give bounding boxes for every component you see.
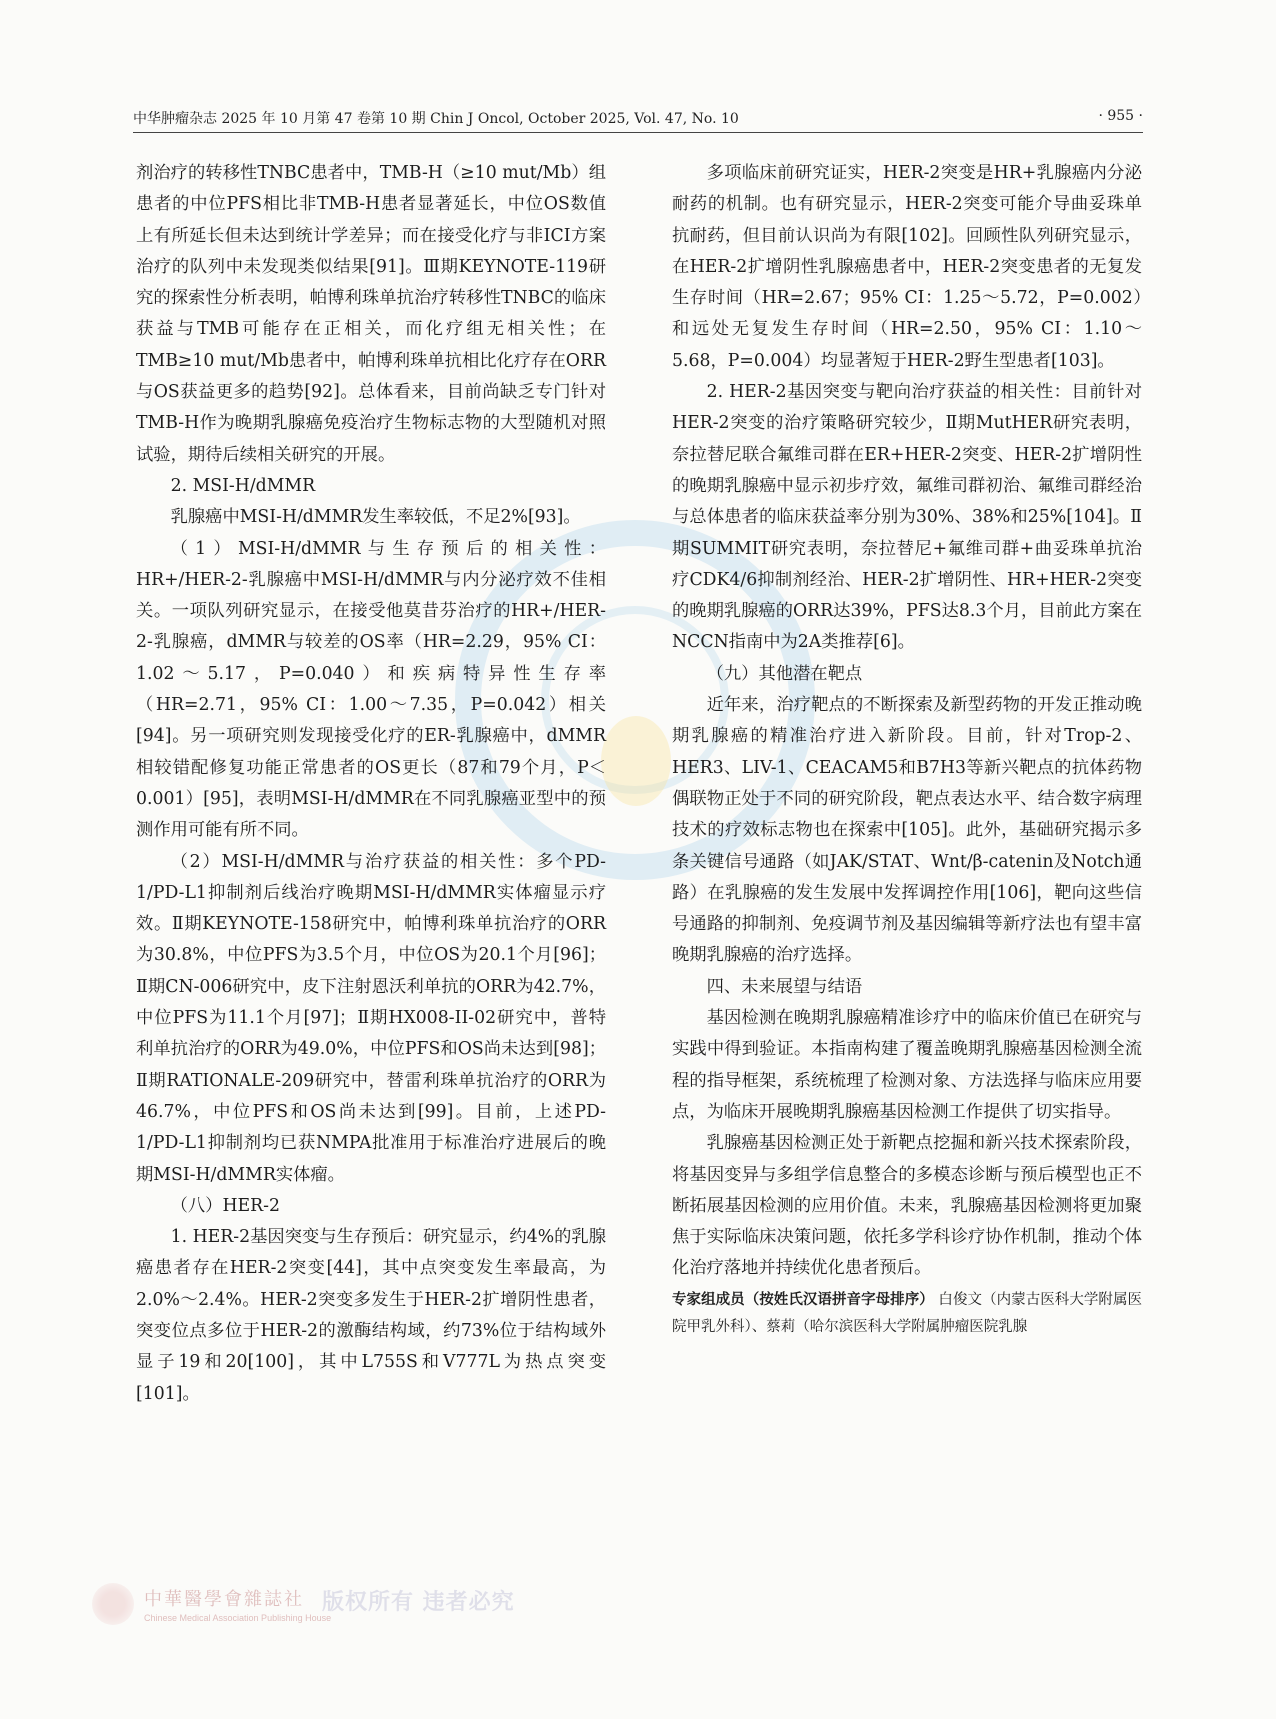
paragraph: 近年来，治疗靶点的不断探索及新型药物的开发正推动晚期乳腺癌的精准治疗进入新阶段。目前，针对Trop-2、HER3、LIV-1、CEACAM5和B7H3等新兴靶点的抗体药物偶联物正处于不同的研究阶段，靶点表达水平、结合数字病理技术的疗效标志物也在探索中[105]。此外，基础研究揭示多条关键信号通路（如JAK/STAT、Wnt/β-catenin及Notch通路）在乳腺癌的发生发展中发挥调控作用[106]，靶向这些信号通路的抑制剂、免疫调节剂及基因编辑等新疗法也有望丰富晚期乳腺癌的治疗选择。 <box>672 695 1142 966</box>
publisher-logo <box>92 1583 532 1631</box>
paragraph: 剂治疗的转移性TNBC患者中，TMB-H（≥10 mut/Mb）组患者的中位PFS相比非TMB-H患者显著延长，中位OS数值上有所延长但未达到统计学差异；而在接受化疗与非ICI方案治疗的队列中未发现类似结果[91]。Ⅲ期KEYNOTE-119研究的探索性分析表明，帕博利珠单抗治疗转移性TNBC的临床获益与TMB可能存在正相关，而化疗组无相关性；在TMB≥10 mut/Mb患者中，帕博利珠单抗相比化疗存在ORR与OS获益更多的趋势[92]。总体看来，目前尚缺乏专门针对TMB-H作为晚期乳腺癌免疫治疗生物标志物的大型随机对照试验，期待后续相关研究的开展。 <box>136 163 606 465</box>
publisher-name: 中華醫學會雜誌社 <box>144 1589 304 1610</box>
journal-citation: 中华肿瘤杂志 2025 年 10 月第 47 卷第 10 期 Chin J Oncol, October 2025, Vol. 47, No. 10 <box>133 111 739 127</box>
page-number: · 955 · <box>1098 108 1143 124</box>
paragraph: 乳腺癌基因检测正处于新靶点挖掘和新兴技术探索阶段，将基因变异与多组学信息整合的多模态诊断与预后模型也正不断拓展基因检测的应用价值。未来，乳腺癌基因检测将更加聚焦于实际临床决策问题，依托多学科诊疗协作机制，推动个体化治疗落地并持续优化患者预后。 <box>672 1133 1142 1279</box>
expert-list <box>672 1287 1142 1341</box>
paragraph: 基因检测在晚期乳腺癌精准诊疗中的临床价值已在研究与实践中得到验证。本指南构建了覆盖晚期乳腺癌基因检测全流程的指导框架，系统梳理了检测对象、方法选择与临床应用要点，为临床开展晚期乳腺癌基因检测工作提供了切实指导。 <box>672 1008 1142 1122</box>
expert-list-label: 专家组成员（按姓氏汉语拼音字母排序） <box>672 1291 934 1308</box>
left-column <box>136 158 606 1410</box>
paragraph: （1）MSI-H/dMMR与生存预后的相关性：HR+/HER-2-乳腺癌中MSI-H/dMMR与内分泌疗效不佳相关。一项队列研究显示，在接受他莫昔芬治疗的HR+/HER-2-乳腺癌，dMMR与较差的OS率（HR=2.29，95% CI：1.02～5.17，P=0.040）和疾病特异性生存率（HR=2.71，95% CI：1.00～7.35，P=0.042）相关[94]。另一项研究则发现接受化疗的ER-乳腺癌中，dMMR相较错配修复功能正常患者的OS更长（87和79个月，P＜0.001）[95]，表明MSI-H/dMMR在不同乳腺癌亚型中的预测作用可能有所不同。 <box>136 538 606 841</box>
publisher-name-en: Chinese Medical Association Publishing House <box>144 1613 332 1623</box>
expert-list-text: 白俊文（内蒙古医科大学附属医院甲乳外科）、蔡莉（哈尔滨医科大学附属肿瘤医院乳腺 <box>672 1291 1142 1335</box>
section-heading: （九）其他潜在靶点 <box>706 663 863 684</box>
paragraph: （2）MSI-H/dMMR与治疗获益的相关性：多个PD-1/PD-L1抑制剂后线治疗晚期MSI-H/dMMR实体瘤显示疗效。Ⅱ期KEYNOTE-158研究中，帕博利珠单抗治疗的ORR为30.8%，中位PFS为3.5个月，中位OS为20.1个月[96]；Ⅱ期CN-006研究中，皮下注射恩沃利单抗的ORR为42.7%，中位PFS为11.1个月[97]；Ⅱ期HX008-II-02研究中，普特利单抗治疗的ORR为49.0%，中位PFS和OS尚未达到[98]；Ⅱ期RATIONALE-209研究中，替雷利珠单抗治疗的ORR为46.7%，中位PFS和OS尚未达到[99]。目前，上述PD-1/PD-L1抑制剂均已获NMPA批准用于标准治疗进展后的晚期MSI-H/dMMR实体瘤。 <box>136 851 606 1185</box>
running-header <box>133 104 1143 133</box>
section-heading: 2. MSI-H/dMMR <box>170 475 316 496</box>
paragraph: 2. HER-2基因突变与靶向治疗获益的相关性：目前针对HER-2突变的治疗策略研究较少，Ⅱ期MutHER研究表明，奈拉替尼联合氟维司群在ER+HER-2突变、HER-2扩增阴性的晚期乳腺癌中显示初步疗效，氟维司群初治、氟维司群经治与总体患者的临床获益率分别为30%、38%和25%[104]。Ⅱ期SUMMIT研究表明，奈拉替尼+氟维司群+曲妥珠单抗治疗CDK4/6抑制剂经治、HER-2扩增阴性、HR+HER-2突变的晚期乳腺癌的ORR达39%，PFS达8.3个月，目前此方案在NCCN指南中为2A类推荐[6]。 <box>672 382 1142 653</box>
copyright-slogan: 版权所有 违者必究 <box>322 1589 515 1615</box>
section-heading: 四、未来展望与结语 <box>706 976 863 997</box>
right-column <box>672 158 1142 1341</box>
watermark-emblem <box>601 716 671 806</box>
paragraph: 乳腺癌中MSI-H/dMMR发生率较低，不足2%[93]。 <box>170 507 581 528</box>
paragraph: 多项临床前研究证实，HER-2突变是HR+乳腺癌内分泌耐药的机制。也有研究显示，HER-2突变可能介导曲妥珠单抗耐药，但目前认识尚为有限[102]。回顾性队列研究显示，在HER-2扩增阴性乳腺癌患者中，HER-2突变患者的无复发生存时间（HR=2.67；95% CI：1.25～5.72，P=0.002）和远处无复发生存时间（HR=2.50，95% CI：1.10～5.68，P=0.004）均显著短于HER-2野生型患者[103]。 <box>672 163 1142 371</box>
paragraph: 1. HER-2基因突变与生存预后：研究显示，约4%的乳腺癌患者存在HER-2突变[44]，其中点突变发生率最高，为2.0%～2.4%。HER-2突变多发生于HER-2扩增阴性患者，突变位点多位于HER-2的激酶结构域，约73%位于结构域外显子19和20[100]，其中L755S和V777L为热点突变[101]。 <box>136 1227 606 1404</box>
publisher-seal-icon <box>92 1583 134 1625</box>
section-heading: （八）HER-2 <box>170 1195 280 1216</box>
